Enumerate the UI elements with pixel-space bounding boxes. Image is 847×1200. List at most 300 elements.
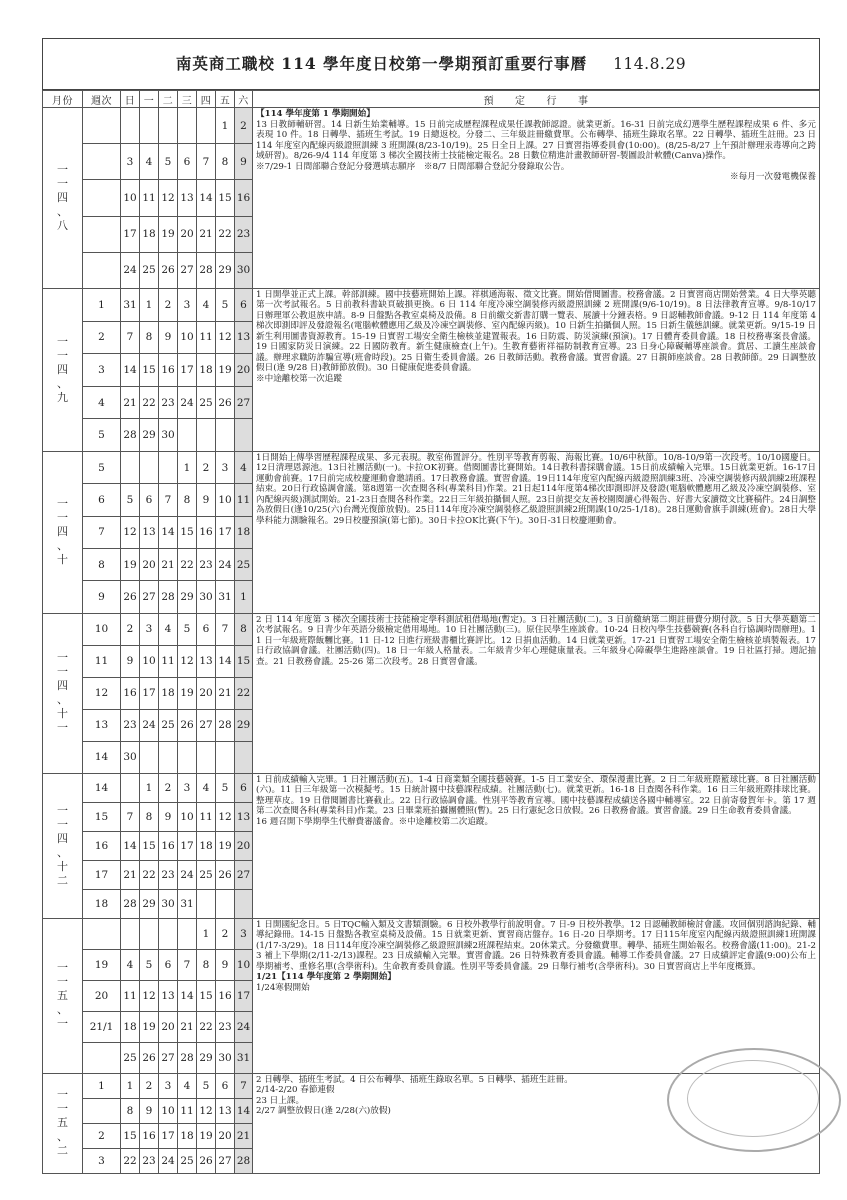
day-cell: 25 [178,1148,197,1173]
day-cell: 30 [159,889,178,918]
event-text: 【114 學年度第 1 學期開始】 [256,109,375,119]
title-text: 南英商工職校 114 學年度日校第一學期預訂重要行事曆 [175,54,588,73]
month-label [43,108,83,289]
day-cell: 2 [159,773,178,802]
day-cell [121,773,140,802]
week-row [43,773,820,802]
day-cell: 22 [140,860,159,889]
day-cell: 3 [178,773,197,802]
day-cell [159,741,178,773]
day-cell: 8 [235,613,253,645]
day-cell: 27 [159,1042,178,1073]
week-row [43,918,820,949]
month-char: 一 [57,651,68,665]
calendar-sheet [42,38,820,1170]
day-cell: 7 [178,949,197,980]
day-cell: 29 [140,889,159,918]
day-cell: 20 [216,1123,235,1148]
day-cell: 5 [216,288,235,321]
week-number [83,1098,121,1123]
day-cell: 13 [159,980,178,1011]
day-cell: 25 [197,386,216,419]
month-char: 一 [57,176,68,190]
day-cell: 31 [178,889,197,918]
month-char: 、 [57,1002,68,1016]
week-number: 20 [83,980,121,1011]
day-cell: 15 [121,1123,140,1148]
day-cell: 7 [159,484,178,516]
day-cell: 30 [159,419,178,452]
day-cell: 26 [197,1148,216,1173]
day-cell: 26 [159,252,178,288]
week-number: 10 [83,613,121,645]
week-number [83,180,121,216]
day-cell: 4 [235,451,253,483]
day-cell: 6 [235,288,253,321]
week-number: 4 [83,386,121,419]
day-cell: 16 [140,1123,159,1148]
day-cell: 21 [235,1123,253,1148]
week-number: 12 [83,677,121,709]
week-number [83,108,121,144]
day-cell: 4 [140,144,159,180]
day-cell: 21 [216,677,235,709]
day-cell: 11 [235,484,253,516]
week-number: 18 [83,889,121,918]
month-char: 五 [57,1116,68,1130]
day-cell: 1 [178,451,197,483]
day-cell: 23 [140,1148,159,1173]
day-cell: 15 [140,354,159,387]
month-char: 一 [57,665,68,679]
week-number: 11 [83,645,121,677]
day-cell [121,108,140,144]
day-cell [197,889,216,918]
day-cell: 27 [235,860,253,889]
day-cell [140,451,159,483]
month-label [43,918,83,1073]
event-text: 13 日教師輔研習。14 日新生始業輔導。15 日前完成歷程課程成果任課教師認證。就業更新。16-31 日前完成幻選學生歷程課程成果 6 件、多元表現 10 件。18 日轉學、插班生考試。19 日總返校。分發二、三年級註冊繳費單。公布轉學、插班生錄取名單。22 日轉學、插班生註冊。23 日 114 年度室內配線丙級證照訓練 3 班開課(8/23-10/19)。25 日全日上課。27 日實習指導委員會(10:00)。(8/25-8/27 上午預計辦理汞毒導向之跨域研習)。8/26-9/4 114 年度第 3 梯次全國技術士技能檢定報名。28 日數位精進計畫教師研習-製圖設計軟體(Canva)操作。 [256,119,816,161]
month-label [43,451,83,613]
day-cell: 27 [178,252,197,288]
day-cell: 11 [140,180,159,216]
day-cell: 28 [178,1042,197,1073]
week-number: 6 [83,484,121,516]
month-label [43,1073,83,1173]
week-number [83,216,121,252]
day-cell [159,451,178,483]
week-number: 1 [83,1073,121,1098]
day-cell [197,419,216,452]
day-cell: 2 [140,1073,159,1098]
day-cell: 15 [197,980,216,1011]
day-cell: 28 [235,1148,253,1173]
day-cell: 1 [235,581,253,613]
week-number [83,144,121,180]
day-cell: 27 [216,1148,235,1173]
day-cell: 1 [140,773,159,802]
school-seal-inner-ring [687,1060,819,1137]
day-cell: 31 [121,288,140,321]
day-cell: 26 [216,386,235,419]
day-cell: 11 [178,1098,197,1123]
day-cell: 17 [178,354,197,387]
day-cell: 7 [235,1073,253,1098]
day-cell: 25 [235,549,253,581]
day-cell: 29 [235,709,253,741]
week-number: 17 [83,860,121,889]
month-char: 一 [57,803,68,817]
month-char: 四 [57,525,68,539]
week-row [43,108,820,144]
week-number: 5 [83,419,121,452]
day-cell: 12 [216,321,235,354]
day-cell: 6 [216,1073,235,1098]
day-cell: 12 [178,645,197,677]
week-row [43,451,820,483]
week-number: 21/1 [83,1011,121,1042]
day-cell: 17 [140,677,159,709]
event-text: 1/21【114 學年度第 2 學期開始】 [256,972,396,983]
month-char: 十 [57,859,68,873]
day-cell: 2 [216,918,235,949]
day-cell: 23 [121,709,140,741]
day-cell: 14 [159,516,178,548]
week-number: 13 [83,709,121,741]
day-cell: 5 [140,949,159,980]
day-cell: 29 [140,419,159,452]
week-number [83,252,121,288]
day-cell: 15 [140,831,159,860]
page-title [42,38,820,90]
day-cell: 13 [235,802,253,831]
day-cell: 7 [121,802,140,831]
day-cell: 14 [216,645,235,677]
day-cell: 11 [197,321,216,354]
day-cell: 17 [159,1123,178,1148]
month-char: 十 [57,707,68,721]
month-char: 一 [57,1102,68,1116]
day-cell: 23 [159,386,178,419]
day-cell: 16 [159,354,178,387]
day-cell: 22 [197,1011,216,1042]
month-char: 一 [57,497,68,511]
day-cell: 4 [121,949,140,980]
header-row [43,91,820,108]
day-cell: 20 [159,1011,178,1042]
month-char: 一 [57,334,68,348]
day-cell [197,108,216,144]
day-cell: 16 [235,180,253,216]
day-cell: 4 [197,773,216,802]
header-mon: 一 [140,91,159,108]
day-cell: 4 [159,613,178,645]
day-cell: 14 [121,354,140,387]
week-row [43,288,820,321]
month-char: 八 [57,218,68,232]
day-cell: 19 [216,354,235,387]
event-text: 2 日 114 年度第 3 梯次全國技術士技能檢定學科測試租借場地(暫定)。3 日社團活動(二)。3 日前繳納第二期註冊費分期付款。5 日大學英聽第二次考試報名。9 日青少年英語分級檢定借用場地。10 日社團活動(三)。原住民學生座談會。10-24 日校內學生技藝競賽(各科自行協調時間辦理)。11 日一年級班際飯糰比賽。11 日-12 日進行班級書櫃比賽評比。12 日捐血活動。14 日就業更新。17-21 日實習工場安全衛生檢核並填製報表。17 日行政協調會議。社團活動(四)。18 日一年級人格量表。二年級青少年心理健康量表。三年級身心障礙學生進路座談會。19 日社區打掃。週記抽查。21 日教務會議。25-26 第二次段考。28 日實習會議。 [256,614,816,667]
events-cell [253,613,820,773]
day-cell: 30 [197,581,216,613]
header-sun: 日 [121,91,140,108]
day-cell: 12 [216,802,235,831]
event-text: 23 日上課。 [256,1095,305,1106]
day-cell: 26 [216,860,235,889]
week-number: 5 [83,451,121,483]
day-cell: 17 [235,980,253,1011]
header-sat: 六 [235,91,253,108]
day-cell: 14 [121,831,140,860]
day-cell: 23 [159,860,178,889]
day-cell: 16 [121,677,140,709]
day-cell: 4 [178,1073,197,1098]
day-cell: 16 [197,516,216,548]
week-number [83,918,121,949]
day-cell: 7 [121,321,140,354]
day-cell: 9 [159,802,178,831]
day-cell: 21 [178,1011,197,1042]
day-cell: 16 [216,980,235,1011]
events-cell [253,773,820,918]
day-cell: 11 [121,980,140,1011]
month-label [43,288,83,451]
day-cell: 4 [197,288,216,321]
week-number: 8 [83,549,121,581]
month-label [43,773,83,918]
day-cell: 20 [178,216,197,252]
day-cell: 22 [235,677,253,709]
month-label [43,613,83,773]
day-cell: 27 [197,709,216,741]
day-cell: 19 [159,216,178,252]
week-number: 14 [83,773,121,802]
day-cell: 12 [121,516,140,548]
week-row [43,613,820,645]
day-cell: 29 [216,252,235,288]
day-cell: 2 [121,613,140,645]
day-cell: 1 [197,918,216,949]
day-cell: 20 [197,677,216,709]
day-cell: 27 [140,581,159,613]
day-cell: 1 [121,1073,140,1098]
month-char: 九 [57,390,68,404]
header-fri: 五 [216,91,235,108]
day-cell: 20 [140,549,159,581]
event-text: 1日開始上傳學習歷程課程成果、多元表現。教室佈置評分。性別平等教育剪報、海報比賽。10/6中秋節。10/8-10/9第一次段考。10/10國慶日。12日清理恩源池。13日社團活動(一)。卡拉OK初賽。借閱圖書比賽開始。14日教科書採購會議。15日前成績輸入完畢。15日就業更新。16-17日運動會前賽。17日前完成校慶運動會邀請函。17日教務會議。實習會議。19日114年度室內配線丙級證照訓練3班、冷凍空調裝修丙級訓練2班課程結束。20日行政協調會議。第8週第一次查閱各科(專業科目)作業。21日起114年度第4梯次即測即評及發證(電腦軟體應用乙級及冷凍空調裝修、室內配線丙級)測試開始。21-23日查閱各科作業。22日三年級拍攝個人照。23日前提交友善校園閱讀心得報告、好書大家讀徵文比賽稿件。24日調整為放假日(逢10/25(六)台灣光復節放假)。25日114年度冷凍空調裝修乙級證照訓練2班開課(10/25-1/18)。28日運動會旗手訓練(班會)。28日大學學科能力測驗報名。29日校慶預演(第七節)。30日卡拉OK比賽(下午)。30日-31日校慶運動會。 [256,452,816,526]
event-text: ※中途離校第一次追蹤 [256,373,342,384]
day-cell: 30 [121,741,140,773]
day-cell: 15 [235,645,253,677]
day-cell: 8 [178,484,197,516]
day-cell [159,108,178,144]
day-cell [121,918,140,949]
day-cell: 18 [140,216,159,252]
schedule-body [43,108,820,1174]
day-cell: 10 [216,484,235,516]
day-cell: 5 [121,484,140,516]
day-cell: 17 [216,516,235,548]
event-text: 1/24寒假開始 [256,982,310,993]
month-char: 四 [57,190,68,204]
day-cell: 24 [140,709,159,741]
month-char: 十 [57,553,68,567]
header-tue: 二 [159,91,178,108]
month-char: 、 [57,693,68,707]
day-cell: 19 [140,1011,159,1042]
week-number: 15 [83,802,121,831]
day-cell: 14 [235,1098,253,1123]
week-number: 7 [83,516,121,548]
day-cell: 18 [178,1123,197,1148]
events-cell [253,288,820,451]
month-char: 一 [57,974,68,988]
header-thu: 四 [197,91,216,108]
day-cell: 28 [121,419,140,452]
day-cell: 18 [235,516,253,548]
event-text: ※7/29-1 日間部聯合登記分發選填志願序 ※8/7 日間部聯合登記分發錄取公告。 [256,161,570,172]
day-cell: 10 [178,802,197,831]
day-cell [121,451,140,483]
day-cell: 16 [159,831,178,860]
events-cell [253,108,820,289]
day-cell: 9 [197,484,216,516]
day-cell: 2 [197,451,216,483]
day-cell: 21 [197,216,216,252]
day-cell [178,419,197,452]
day-cell: 10 [235,949,253,980]
day-cell: 7 [197,144,216,180]
day-cell [140,918,159,949]
day-cell: 24 [178,386,197,419]
day-cell: 10 [178,321,197,354]
day-cell: 28 [216,709,235,741]
week-number: 1 [83,288,121,321]
day-cell: 8 [140,321,159,354]
day-cell [140,108,159,144]
day-cell: 13 [178,180,197,216]
day-cell: 9 [121,645,140,677]
day-cell: 18 [197,831,216,860]
day-cell: 15 [216,180,235,216]
month-char: 一 [57,348,68,362]
day-cell: 3 [140,613,159,645]
day-cell [178,741,197,773]
month-char: 一 [57,721,68,735]
week-number [83,1042,121,1073]
day-cell: 25 [121,1042,140,1073]
day-cell: 9 [140,1098,159,1123]
day-cell: 2 [159,288,178,321]
day-cell: 26 [140,1042,159,1073]
day-cell: 31 [216,581,235,613]
day-cell: 30 [235,252,253,288]
day-cell: 8 [121,1098,140,1123]
day-cell: 3 [235,918,253,949]
day-cell: 23 [197,549,216,581]
day-cell: 9 [216,949,235,980]
header-week: 週次 [83,91,121,108]
day-cell: 8 [216,144,235,180]
day-cell: 8 [140,802,159,831]
day-cell: 10 [140,645,159,677]
month-char: 一 [57,1016,68,1030]
day-cell [159,918,178,949]
day-cell: 22 [140,386,159,419]
month-char: 、 [57,204,68,218]
day-cell: 10 [159,1098,178,1123]
day-cell: 6 [235,773,253,802]
day-cell: 30 [216,1042,235,1073]
month-char: 、 [57,1130,68,1144]
event-text: 2/14-2/20 春節連假 [256,1085,335,1096]
day-cell: 12 [140,980,159,1011]
day-cell: 17 [178,831,197,860]
day-cell: 19 [197,1123,216,1148]
month-char: 四 [57,362,68,376]
day-cell [178,918,197,949]
day-cell: 6 [178,144,197,180]
day-cell: 1 [216,108,235,144]
week-number: 2 [83,1123,121,1148]
week-number: 16 [83,831,121,860]
day-cell: 3 [216,451,235,483]
day-cell: 9 [159,321,178,354]
month-char: 二 [57,1144,68,1158]
day-cell: 18 [121,1011,140,1042]
day-cell: 29 [197,1042,216,1073]
day-cell: 18 [159,677,178,709]
day-cell: 19 [121,549,140,581]
day-cell: 12 [159,180,178,216]
month-char: 五 [57,988,68,1002]
month-char: 二 [57,873,68,887]
day-cell [140,741,159,773]
month-char: 、 [57,845,68,859]
events-cell [253,451,820,613]
event-text: 1 日開學並正式上課。幹部訓練。國中技藝班開始上課。祥棋通海報、徵文比賽。開始借閱圖書。校務會議。2 日實習商店開始營業。4 日大學英聽第一次考試報名。5 日前教科書缺頁破損更換。6 日 114 年度冷凍空調裝修丙級證照訓練 2 班開課(9/6-10/19)。8 日法律教育宣導。9/8-10/17 日辦理軍公教退族申請。8-9 日盤點各教室桌椅及設備。8 日前繳交新書訂購一覽表、展讀十分鐘表格。9 日認輔教師會議。9-12 日 114 年度第 4 梯次即測即評及發證報名(電腦軟體應用乙級及冷凍空調裝修、室內配線丙級)。10 日新生拍攝個人照。15 日新生儀態訓練。就業更新。9/15-19 日新生利用圖書資源教育。15-19 日實習工場安全衛生檢核並建置報表。16 日防震、防災演練(預演)。17 日體育委員會議。18 日校務專案長會議。19 日國家防災日演練。22 日國防教育。新生健康檢查(上午)。生教育藝術祥福防制教育宣導。23 日身心障礙輔導座談會。賞居、工讀生座談會議。辦理求職防詐騙宣導(班會時段)。25 日衛生委員會議。26 日教師活動。教務會議。實習會議。27 日親師座談會。28 日教師節。29 日調整放假日(逢 9/28 日)教師節放假)。30 日健康促進委員會議。 [256,289,816,374]
day-cell: 11 [197,802,216,831]
header-month: 月份 [43,91,83,108]
day-cell [216,419,235,452]
day-cell: 3 [121,144,140,180]
day-cell: 22 [178,549,197,581]
day-cell [216,889,235,918]
header-events: 預 定 行 事 [253,91,820,108]
day-cell: 15 [178,516,197,548]
day-cell: 9 [235,144,253,180]
day-cell: 11 [159,645,178,677]
day-cell: 6 [140,484,159,516]
day-cell [235,741,253,773]
day-cell: 13 [197,645,216,677]
day-cell: 6 [159,949,178,980]
day-cell: 22 [121,1148,140,1173]
event-text: 16 週召開下學期學生代辦費審議會。※中途離校第二次追蹤。 [256,816,494,827]
day-cell: 13 [216,1098,235,1123]
week-number: 9 [83,581,121,613]
day-cell: 20 [235,831,253,860]
month-char: 四 [57,679,68,693]
day-cell: 22 [216,216,235,252]
month-char: 一 [57,817,68,831]
day-cell: 25 [197,860,216,889]
day-cell: 14 [178,980,197,1011]
week-number: 3 [83,1148,121,1173]
day-cell: 12 [197,1098,216,1123]
day-cell: 10 [121,180,140,216]
day-cell: 18 [197,354,216,387]
